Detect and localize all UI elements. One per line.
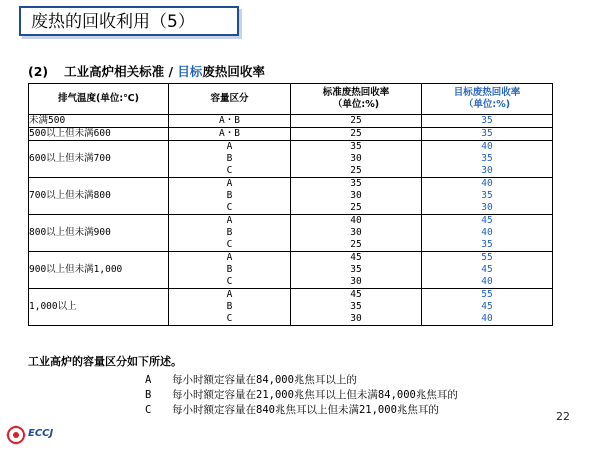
cell-target — [422, 289, 553, 326]
cell-target-value: 35 — [481, 153, 493, 164]
cell-standard — [291, 252, 422, 289]
header-target: 目标废热回收率 （单位:%) — [422, 84, 553, 115]
cell-capacity — [169, 128, 291, 141]
cell-temp: 800以上但未满900 — [29, 215, 169, 252]
header-temp: 排气温度(单位:℃) — [29, 84, 169, 115]
cell-capacity-value: C — [226, 313, 233, 324]
class-key: A — [145, 374, 152, 386]
cell-standard-value: 25 — [350, 128, 362, 139]
cell-temp: 未满500 — [29, 115, 169, 128]
header-capacity: 容量区分 — [169, 84, 291, 115]
cell-standard-value: 35 — [350, 301, 362, 312]
cell-target — [422, 178, 553, 215]
cell-target-value: 30 — [481, 165, 493, 176]
cell-target-value: 45 — [481, 264, 493, 275]
class-desc: 每小时额定容量在21,000兆焦耳以上但未满84,000兆焦耳的 — [172, 389, 458, 401]
cell-standard — [291, 289, 422, 326]
subheading-tail: 废热回收率 — [202, 64, 265, 79]
cell-standard-value: 30 — [350, 153, 362, 164]
cell-capacity-value: B — [226, 153, 233, 164]
cell-temp: 700以上但未满800 — [29, 178, 169, 215]
logo-mark-icon — [6, 425, 26, 445]
subheading-text: 工业高炉相关标准 / — [64, 64, 178, 79]
slide-title: 废热的回收利用（5） — [31, 12, 195, 32]
class-desc: 每小时额定容量在84,000兆焦耳以上的 — [172, 374, 357, 386]
cell-standard — [291, 128, 422, 141]
cell-standard-value: 30 — [350, 276, 362, 287]
cell-capacity-value: B — [226, 227, 233, 238]
cell-standard — [291, 115, 422, 128]
cell-target — [422, 128, 553, 141]
cell-capacity-value: C — [226, 239, 233, 250]
subheading — [28, 62, 265, 80]
capacity-class-item — [145, 388, 458, 403]
cell-target-value: 55 — [481, 289, 493, 300]
cell-standard-value: 25 — [350, 239, 362, 250]
cell-standard — [291, 141, 422, 178]
cell-target-value: 45 — [481, 215, 493, 226]
page-number: 22 — [556, 410, 570, 423]
cell-capacity-value: B — [226, 301, 233, 312]
cell-capacity-value: A — [226, 215, 233, 226]
cell-standard-value: 30 — [350, 227, 362, 238]
subheading-highlight: 目标 — [177, 64, 203, 79]
slide-title-box — [19, 6, 239, 36]
cell-capacity-value: B — [226, 264, 233, 275]
cell-target-value: 35 — [481, 128, 493, 139]
cell-target-value: 40 — [481, 141, 493, 152]
cell-capacity — [169, 141, 291, 178]
table-row — [29, 115, 553, 128]
cell-target-value: 35 — [481, 190, 493, 201]
cell-standard — [291, 215, 422, 252]
cell-capacity — [169, 215, 291, 252]
class-key: C — [145, 404, 152, 416]
table-row — [29, 252, 553, 289]
cell-target — [422, 141, 553, 178]
cell-standard-value: 25 — [350, 202, 362, 213]
cell-capacity-value: A — [226, 141, 233, 152]
cell-standard-value: 30 — [350, 190, 362, 201]
cell-target-value: 40 — [481, 313, 493, 324]
cell-capacity-value: B — [226, 190, 233, 201]
cell-capacity-value: C — [226, 276, 233, 287]
cell-target-value: 40 — [481, 178, 493, 189]
cell-target — [422, 115, 553, 128]
table-row — [29, 178, 553, 215]
cell-standard-value: 35 — [350, 178, 362, 189]
cell-standard-value: 40 — [350, 215, 362, 226]
cell-capacity — [169, 178, 291, 215]
table-row — [29, 215, 553, 252]
cell-standard-value: 35 — [350, 264, 362, 275]
recovery-rate-table — [28, 83, 553, 326]
cell-target-value: 40 — [481, 227, 493, 238]
cell-standard — [291, 178, 422, 215]
cell-standard-value: 25 — [350, 115, 362, 126]
capacity-class-item — [145, 403, 458, 418]
table-header-row — [29, 84, 553, 115]
cell-capacity — [169, 115, 291, 128]
cell-target — [422, 252, 553, 289]
cell-standard-value: 35 — [350, 141, 362, 152]
cell-standard-value: 30 — [350, 313, 362, 324]
cell-capacity — [169, 252, 291, 289]
class-desc: 每小时额定容量在840兆焦耳以上但未满21,000兆焦耳的 — [172, 404, 439, 416]
class-key: B — [145, 389, 152, 401]
cell-target-value: 35 — [481, 239, 493, 250]
cell-capacity-value: A — [226, 252, 233, 263]
cell-target-value: 45 — [481, 301, 493, 312]
cell-temp: 900以上但未满1,000 — [29, 252, 169, 289]
cell-capacity-value: C — [226, 202, 233, 213]
cell-standard-value: 45 — [350, 289, 362, 300]
cell-standard-value: 45 — [350, 252, 362, 263]
subheading-number: (2) — [28, 64, 49, 79]
cell-standard-value: 25 — [350, 165, 362, 176]
table-row — [29, 141, 553, 178]
cell-temp: 500以上但未满600 — [29, 128, 169, 141]
capacity-note: 工业高炉的容量区分如下所述。 — [28, 355, 182, 368]
cell-target-value: 40 — [481, 276, 493, 287]
header-standard: 标准废热回收率 （单位:%) — [291, 84, 422, 115]
table-body — [29, 115, 553, 326]
capacity-class-list — [145, 373, 458, 418]
cell-target — [422, 215, 553, 252]
cell-temp: 600以上但未满700 — [29, 141, 169, 178]
cell-target-value: 30 — [481, 202, 493, 213]
cell-target-value: 55 — [481, 252, 493, 263]
cell-capacity-value: A・B — [219, 128, 240, 139]
cell-target-value: 35 — [481, 115, 493, 126]
logo-text: ECCJ — [28, 428, 54, 439]
capacity-class-item — [145, 373, 458, 388]
table-row — [29, 289, 553, 326]
cell-capacity-value: C — [226, 165, 233, 176]
table-row — [29, 128, 553, 141]
cell-capacity-value: A — [226, 289, 233, 300]
cell-capacity-value: A・B — [219, 115, 240, 126]
cell-capacity — [169, 289, 291, 326]
cell-capacity-value: A — [226, 178, 233, 189]
cell-temp: 1,000以上 — [29, 289, 169, 326]
